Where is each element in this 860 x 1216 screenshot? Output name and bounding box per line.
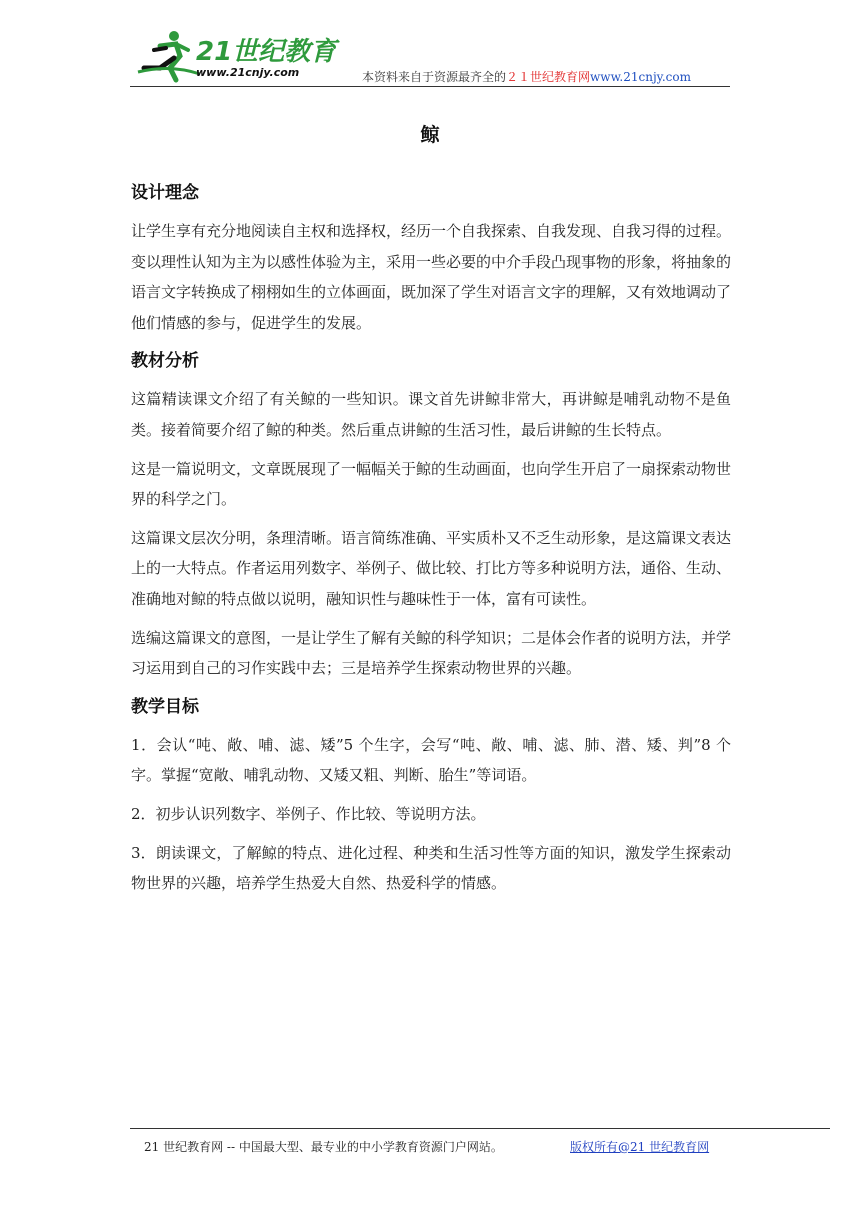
section-heading: 设计理念 (131, 183, 199, 203)
paragraph: 这篇精读课文介绍了有关鲸的一些知识。课文首先讲鲸非常大，再讲鲸是哺乳动物不是鱼类。接着简要介绍了鲸的种类。然后重点讲鲸的生活习性，最后讲鲸的生长特点。 (131, 390, 731, 439)
paragraph: 这是一篇说明文，文章既展现了一幅幅关于鲸的生动画面，也向学生开启了一扇探索动物世界的科学之门。 (131, 459, 732, 509)
paragraph: 选编这篇课文的意图，一是让学生了解有关鲸的科学知识；二是体会作者的说明方法，并学习运用到自己的习作实践中去；三是培养学生探索动物世界的兴趣。 (131, 628, 732, 678)
header-note (362, 68, 691, 85)
header-note-prefix: 本资料来自于资源最齐全的 (362, 70, 507, 84)
goal-item: 1．会认“吨、敞、哺、滤、矮”5 个生字，会写“吨、敞、哺、滤、肺、潜、矮、判”8 个字。掌握“宽敞、哺乳动物、又矮又粗、判断、胎生”等词语。 (131, 735, 731, 785)
site-logo-icon (130, 28, 340, 84)
page-header (130, 28, 730, 87)
section-heading: 教材分析 (131, 351, 199, 372)
section-heading: 教学目标 (131, 696, 199, 717)
goal-item: 3．朗读课文，了解鲸的特点、进化过程、种类和生活习性等方面的知识，激发学生探索动物世界的兴趣，培养学生热爱大自然、热爱科学的情感。 (131, 843, 731, 893)
paragraph: 让学生享有充分地阅读自主权和选择权，经历一个自我探索、自我发现、自我习得的过程。变以理性认知为主为以感性体验为主，采用一些必要的中介手段凸现事物的形象，将抽象的语言文字转换成了栩栩如生的立体画面，既加深了学生对语言文字的理解，又有效地调动了他们情感的参与，促进学生的发展。 (131, 222, 732, 332)
header-note-url[interactable]: www.21cnjy.com (590, 70, 691, 84)
document-body (131, 178, 731, 907)
section-teaching-goals (131, 692, 731, 899)
page-footer (130, 1128, 830, 1163)
header-note-brand: ２１世纪教育网 (506, 70, 591, 84)
logo-text: 21世纪教育 (196, 37, 337, 67)
page-title: 鲸 (420, 124, 440, 146)
logo-url: www.21cnjy.com (196, 66, 300, 79)
paragraph: 这篇课文层次分明，条理清晰。语言简练准确、平实质朴又不乏生动形象，是这篇课文表达上的一大特点。作者运用列数字、举例子、做比较、打比方等多种说明方法，通俗、生动、准确地对鲸的特点做以说明，融知识性与趣味性于一体，富有可读性。 (131, 528, 732, 608)
section-design-concept (131, 178, 731, 338)
footer-text: 21 世纪教育网 -- 中国最大型、最专业的中小学教育资源门户网站。 (144, 1140, 503, 1154)
goal-item: 2．初步认识列数字、举例子、作比较、等说明方法。 (131, 804, 486, 823)
section-material-analysis (131, 346, 731, 683)
copyright-link[interactable]: 版权所有@21 世纪教育网 (570, 1140, 710, 1154)
